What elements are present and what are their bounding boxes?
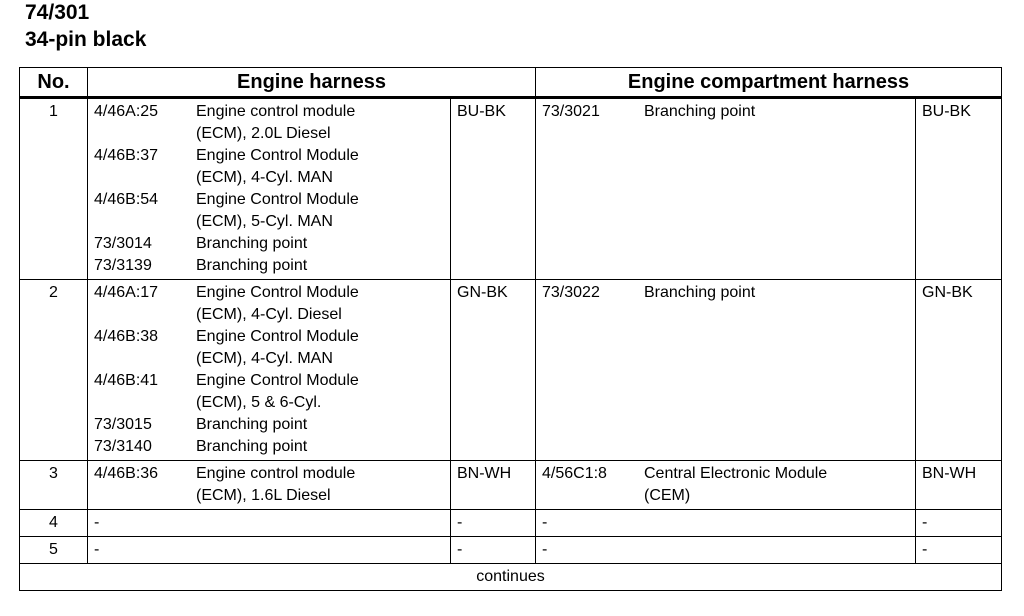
entry-code: 4/46B:54 — [94, 191, 159, 208]
list-item — [542, 463, 909, 507]
compartment-harness-cell — [536, 280, 916, 461]
entry-desc: Branching point — [196, 257, 308, 274]
wire-color: - — [916, 537, 1002, 564]
entry-desc: (ECM), 5-Cyl. MAN — [196, 213, 333, 230]
table-row — [20, 510, 1002, 537]
list-item — [94, 145, 444, 189]
wire-color: BU-BK — [451, 98, 536, 280]
entry-desc: (ECM), 4-Cyl. Diesel — [196, 306, 342, 323]
connector-code: 74/301 — [25, 1, 90, 24]
list-item — [94, 233, 444, 255]
pin-number: 2 — [20, 280, 88, 461]
wire-color: - — [451, 510, 536, 537]
entry-desc: Engine control module — [196, 465, 356, 482]
engine-harness-cell: - — [88, 537, 451, 564]
table-row — [20, 280, 1002, 461]
entry-code: 4/46A:17 — [94, 284, 159, 301]
entry-desc: Branching point — [644, 103, 756, 120]
entry-desc: (ECM), 4-Cyl. MAN — [196, 350, 333, 367]
pin-table — [19, 67, 1002, 591]
engine-harness-cell — [88, 98, 451, 280]
compartment-harness-cell — [536, 98, 916, 280]
entry-desc: Branching point — [196, 416, 308, 433]
entry-desc: Engine Control Module — [196, 191, 359, 208]
wire-color: BU-BK — [916, 98, 1002, 280]
engine-harness-cell — [88, 461, 451, 510]
list-item — [94, 463, 444, 507]
footer-row — [20, 564, 1002, 591]
engine-harness-cell: - — [88, 510, 451, 537]
entry-code: 4/46B:37 — [94, 147, 159, 164]
entry-code: 73/3015 — [94, 416, 152, 433]
pin-number: 5 — [20, 537, 88, 564]
pin-number: 1 — [20, 98, 88, 280]
entry-desc: Branching point — [196, 235, 308, 252]
list-item — [94, 326, 444, 370]
wire-color: - — [916, 510, 1002, 537]
entry-desc: Central Electronic Module — [644, 465, 828, 482]
entry-desc: (CEM) — [644, 487, 691, 504]
entry-desc: Engine Control Module — [196, 328, 359, 345]
entry-code: 4/46B:36 — [94, 465, 159, 482]
wire-color: BN-WH — [451, 461, 536, 510]
entry-desc: Branching point — [644, 284, 756, 301]
list-item — [94, 370, 444, 414]
entry-desc: (ECM), 5 & 6-Cyl. — [196, 394, 322, 411]
header-compartment-harness: Engine compartment harness — [536, 68, 1002, 98]
compartment-harness-cell: - — [536, 537, 916, 564]
entry-desc: (ECM), 2.0L Diesel — [196, 125, 331, 142]
entry-code: 73/3140 — [94, 438, 152, 455]
header-row — [20, 68, 1002, 98]
entry-desc: Engine Control Module — [196, 147, 359, 164]
entry-desc: Engine Control Module — [196, 372, 359, 389]
list-item — [94, 414, 444, 436]
entry-desc: Engine control module — [196, 103, 356, 120]
wire-color: - — [451, 537, 536, 564]
entry-code: 4/46B:41 — [94, 372, 159, 389]
table-row — [20, 98, 1002, 280]
entry-desc: (ECM), 1.6L Diesel — [196, 487, 331, 504]
pin-number: 4 — [20, 510, 88, 537]
entry-code: 4/56C1:8 — [542, 465, 607, 482]
wire-color: BN-WH — [916, 461, 1002, 510]
header-no: No. — [20, 68, 88, 98]
list-item — [542, 282, 909, 304]
wire-color: GN-BK — [451, 280, 536, 461]
continues-note: continues — [20, 564, 1002, 591]
table-row — [20, 461, 1002, 510]
pin-number: 3 — [20, 461, 88, 510]
list-item — [94, 436, 444, 458]
entry-code: 4/46B:38 — [94, 328, 159, 345]
entry-desc: Engine Control Module — [196, 284, 359, 301]
list-item — [542, 101, 909, 123]
entry-code: 73/3139 — [94, 257, 152, 274]
header-engine-harness: Engine harness — [88, 68, 536, 98]
entry-code: 73/3022 — [542, 284, 600, 301]
connector-description: 34-pin black — [25, 28, 147, 51]
entry-code: 4/46A:25 — [94, 103, 159, 120]
list-item — [94, 101, 444, 145]
table-row — [20, 537, 1002, 564]
list-item — [94, 255, 444, 277]
entry-code: 73/3021 — [542, 103, 600, 120]
list-item — [94, 282, 444, 326]
entry-desc: Branching point — [196, 438, 308, 455]
list-item — [94, 189, 444, 233]
entry-code: 73/3014 — [94, 235, 152, 252]
compartment-harness-cell — [536, 461, 916, 510]
entry-desc: (ECM), 4-Cyl. MAN — [196, 169, 333, 186]
wire-color: GN-BK — [916, 280, 1002, 461]
compartment-harness-cell: - — [536, 510, 916, 537]
engine-harness-cell — [88, 280, 451, 461]
